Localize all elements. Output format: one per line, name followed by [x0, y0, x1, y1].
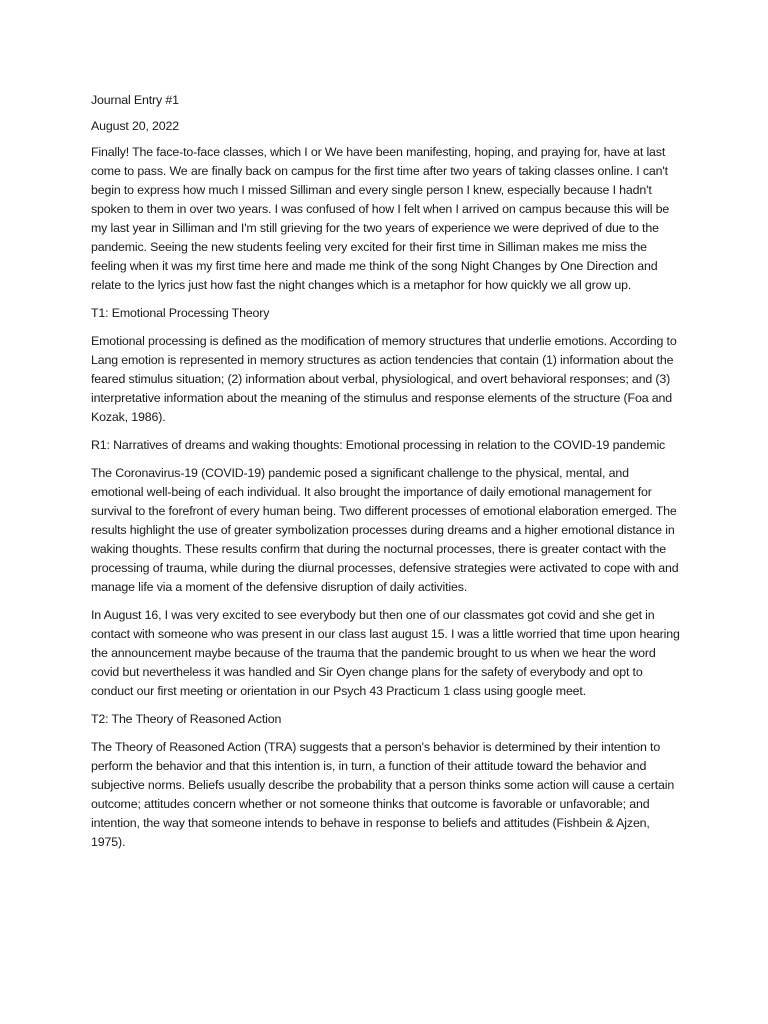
journal-title: Journal Entry #1 — [91, 93, 179, 107]
document-page — [91, 91, 681, 861]
reflection-paragraph: In August 16, I was very excited to see everybody but then one of our classmates got covid and she get in contact with someone who was present in our class last august 15. I was a little worried that time upon hearing the announcement maybe because of the trauma that the pandemic brought to us when we hear the word covid but nevertheless it was handled and Sir Oyen change plans for the safety of everybody and opt to conduct our first meeting or orientation in our Psych 43 Practicum 1 class using google meet. — [91, 608, 680, 698]
research-1-heading: R1: Narratives of dreams and waking thoughts: Emotional processing in relation to the COVID-19 pandemic — [91, 438, 666, 452]
theory-1-paragraph: Emotional processing is defined as the modification of memory structures that underlie emotions. According to Lang emotion is represented in memory structures as action tendencies that contain (1) information about the feared stimulus situation; (2) information about verbal, physiological, and overt behavioral responses; and (3) interpretative information about the meaning of the stimulus and response elements of the structure (Foa and Kozak, 1986). — [91, 334, 677, 424]
theory-2-heading: T2: The Theory of Reasoned Action — [91, 712, 282, 726]
journal-date: August 20, 2022 — [91, 119, 179, 133]
theory-1-heading: T1: Emotional Processing Theory — [91, 306, 270, 320]
intro-paragraph: Finally! The face-to-face classes, which I or We have been manifesting, hoping, and praying for, have at last come to pass. We are finally back on campus for the first time after two years of taking classes online. I can't begin to express how much I missed Silliman and every single person I knew, especially because I hadn't spoken to them in over two years. I was confused of how I felt when I arrived on campus because this will be my last year in Silliman and I'm still grieving for the two years of experience we were deprived of due to the pandemic. Seeing the new students feeling very excited for their first time in Silliman makes me miss the feeling when it was my first time here and made me think of the song Night Changes by One Direction and relate to the lyrics just how fast the night changes which is a metaphor for how quickly we all grow up. — [91, 145, 670, 292]
theory-2-paragraph: The Theory of Reasoned Action (TRA) suggests that a person's behavior is determined by their intention to perform the behavior and that this intention is, in turn, a function of their attitude toward the behavior and subjective norms. Beliefs usually describe the probability that a person thinks some action will cause a certain outcome; attitudes concern whether or not someone thinks that outcome is favorable or unfavorable; and intention, the way that someone intends to behave in response to beliefs and attitudes (Fishbein & Ajzen, 1975). — [91, 740, 675, 849]
research-1-paragraph: The Coronavirus-19 (COVID-19) pandemic posed a significant challenge to the physical, mental, and emotional well-being of each individual. It also brought the importance of daily emotional management for survival to the forefront of every human being. Two different processes of emotional elaboration emerged. The results highlight the use of greater symbolization processes during dreams and a higher emotional distance in waking thoughts. These results confirm that during the nocturnal processes, there is greater contact with the processing of trauma, while during the diurnal processes, defensive strategies were activated to cope with and manage life via a moment of the defensive disruption of daily activities. — [91, 466, 679, 594]
